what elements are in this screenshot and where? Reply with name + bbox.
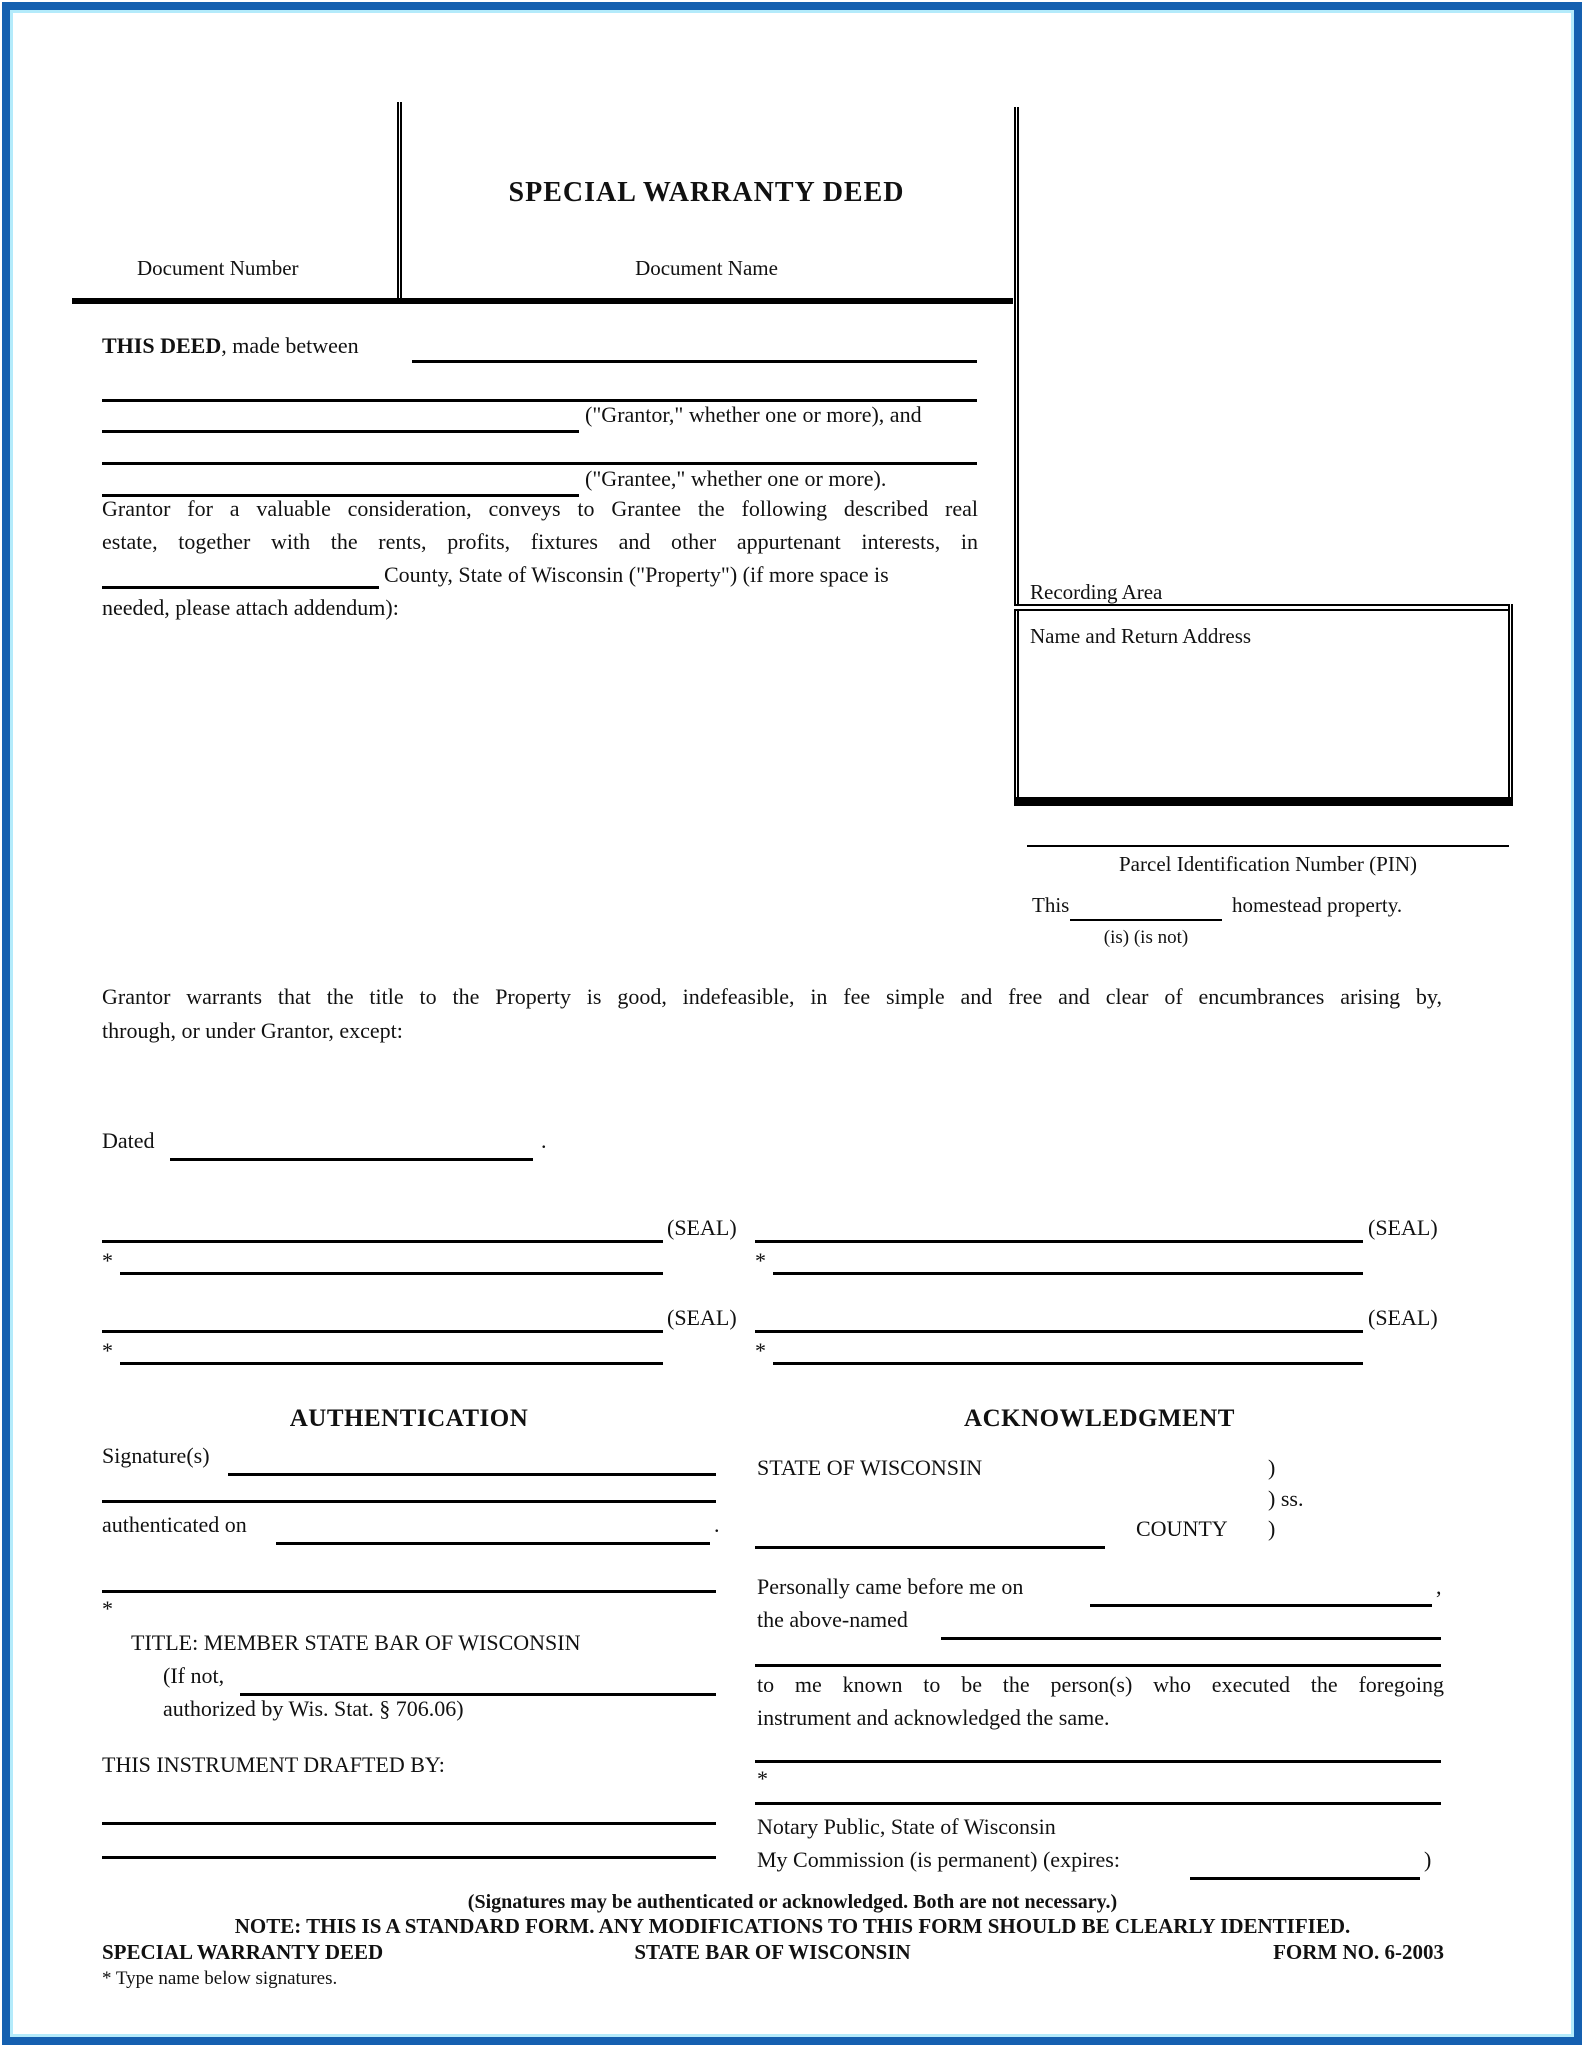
grantee-name-field-2[interactable] <box>102 466 579 497</box>
authenticated-on-date-field[interactable] <box>276 1514 710 1545</box>
authenticated-on-period: . <box>714 1512 720 1537</box>
grantor-name-field-3[interactable] <box>102 402 579 433</box>
pin-field[interactable] <box>1027 821 1509 847</box>
seal-label-4: (SEAL) <box>1368 1305 1438 1330</box>
footer-form-number: FORM NO. 6-2003 <box>1273 1940 1444 1964</box>
seal-label-1: (SEAL) <box>667 1215 737 1240</box>
authenticated-on-label: authenticated on <box>102 1512 247 1537</box>
known-line-1: to me known to be the person(s) who executed the foregoing <box>757 1672 1444 1697</box>
asterisk-notary: * <box>757 1766 768 1791</box>
grantor-typed-name-3-field[interactable] <box>120 1334 663 1365</box>
if-not-prefix: (If not, <box>163 1663 225 1688</box>
pin-label: Parcel Identification Number (PIN) <box>1119 852 1417 876</box>
document-name-label: Document Name <box>635 256 778 280</box>
asterisk-sig-4: * <box>755 1338 766 1363</box>
page-title: SPECIAL WARRANTY DEED <box>508 177 905 208</box>
homestead-suffix: homestead property. <box>1232 893 1403 917</box>
grantor-name-field-1[interactable] <box>412 332 977 363</box>
notary-signature-field[interactable] <box>755 1732 1441 1763</box>
document-number-label: Document Number <box>137 256 299 280</box>
acknowledgment-county-field[interactable] <box>755 1518 1105 1549</box>
notary-public-label: Notary Public, State of Wisconsin <box>757 1814 1056 1839</box>
recording-box-top-border <box>1014 604 1513 611</box>
conveyance-line-3: County, State of Wisconsin ("Property") (if more space is <box>384 562 889 587</box>
authenticating-officer-field[interactable] <box>102 1562 716 1593</box>
grantor-signature-3-field[interactable] <box>102 1302 663 1333</box>
recording-box-right-border <box>1508 604 1513 800</box>
deed-intro-rest: , made between <box>221 333 359 358</box>
personally-came-label: Personally came before me on <box>757 1574 1024 1599</box>
above-named-label: the above-named <box>757 1607 908 1632</box>
grantor-typed-name-1-field[interactable] <box>120 1244 663 1275</box>
asterisk-sig-3: * <box>102 1338 113 1363</box>
personally-comma: , <box>1436 1574 1442 1599</box>
name-return-address-box[interactable] <box>1020 650 1505 790</box>
footer-org: STATE BAR OF WISCONSIN <box>634 1940 911 1964</box>
dated-label: Dated <box>102 1128 155 1153</box>
grantee-caption: ("Grantee," whether one or more). <box>585 466 887 491</box>
title-member-line: TITLE: MEMBER STATE BAR OF WISCONSIN <box>131 1630 581 1655</box>
seal-label-2: (SEAL) <box>1368 1215 1438 1240</box>
asterisk-sig-1: * <box>102 1248 113 1273</box>
footer-note-1: (Signatures may be authenticated or acknowledged. Both are not necessary.) <box>467 1891 1118 1913</box>
above-named-field-2[interactable] <box>755 1636 1441 1667</box>
commission-label: My Commission (is permanent) (expires: <box>757 1847 1120 1872</box>
county-paren: ) <box>1268 1516 1276 1541</box>
dated-period: . <box>541 1128 547 1153</box>
asterisk-sig-2: * <box>755 1248 766 1273</box>
signatures-label: Signature(s) <box>102 1443 210 1468</box>
asterisk-officer: * <box>102 1596 113 1621</box>
county-label: COUNTY <box>1136 1516 1228 1541</box>
drafted-by-field-2[interactable] <box>102 1828 716 1859</box>
warranty-line-1: Grantor warrants that the title to the Property is good, indefeasible, in fee simple and free and clear of encumbrances arising by, <box>102 984 1442 1009</box>
grantee-name-field-1[interactable] <box>102 434 977 465</box>
conveyance-line-2: estate, together with the rents, profits, fixtures and other appurtenant interests, in <box>102 529 978 554</box>
recording-box-bottom-border <box>1014 797 1513 806</box>
deed-intro-line <box>102 333 359 359</box>
authenticated-signatures-field-2[interactable] <box>102 1472 716 1503</box>
legal-description-area[interactable] <box>102 640 977 920</box>
document-number-area[interactable] <box>80 108 380 288</box>
footer-note-2: NOTE: THIS IS A STANDARD FORM. ANY MODIFICATIONS TO THIS FORM SHOULD BE CLEARLY IDENTIFIED. <box>234 1914 1351 1938</box>
name-return-address-label: Name and Return Address <box>1030 624 1252 648</box>
footer-type-note: * Type name below signatures. <box>102 1968 338 1989</box>
homestead-is-field[interactable] <box>1070 895 1222 921</box>
notary-typed-name-field[interactable] <box>755 1774 1441 1805</box>
seal-label-3: (SEAL) <box>667 1305 737 1330</box>
homestead-prefix: This <box>1032 893 1070 917</box>
homestead-hint: (is) (is not) <box>1103 927 1189 948</box>
conveyance-line-1: Grantor for a valuable consideration, conveys to Grantee the following described real <box>102 496 978 521</box>
recording-area-label: Recording Area <box>1030 580 1163 604</box>
conveyance-line-4: needed, please attach addendum): <box>102 595 399 620</box>
authentication-heading: AUTHENTICATION <box>289 1405 529 1432</box>
state-paren: ) <box>1268 1455 1276 1480</box>
acknowledgment-date-field[interactable] <box>1090 1576 1432 1607</box>
exceptions-area[interactable] <box>102 1055 1442 1115</box>
grantor-signature-2-field[interactable] <box>755 1212 1363 1243</box>
ss-label: ) ss. <box>1268 1486 1304 1511</box>
footer-doc-type: SPECIAL WARRANTY DEED <box>102 1940 384 1964</box>
state-of-wisconsin-label: STATE OF WISCONSIN <box>757 1455 983 1480</box>
if-not-authorized-field[interactable] <box>240 1665 716 1696</box>
authorized-line: authorized by Wis. Stat. § 706.06) <box>163 1696 464 1721</box>
recording-left-divider <box>1014 107 1019 806</box>
grantor-typed-name-2-field[interactable] <box>773 1244 1363 1275</box>
grantor-signature-4-field[interactable] <box>755 1302 1363 1333</box>
grantor-signature-1-field[interactable] <box>102 1212 663 1243</box>
warranty-line-2: through, or under Grantor, except: <box>102 1018 403 1043</box>
county-field[interactable] <box>102 558 379 589</box>
drafted-by-field-1[interactable] <box>102 1794 716 1825</box>
acknowledgment-heading: ACKNOWLEDGMENT <box>964 1405 1235 1432</box>
dated-field[interactable] <box>170 1130 533 1161</box>
commission-expires-field[interactable] <box>1190 1849 1420 1880</box>
drafted-by-label: THIS INSTRUMENT DRAFTED BY: <box>102 1752 445 1777</box>
header-thick-rule <box>72 298 1013 304</box>
grantor-caption: ("Grantor," whether one or more), and <box>585 402 922 427</box>
commission-close-paren: ) <box>1424 1847 1432 1872</box>
deed-intro-bold: THIS DEED <box>102 333 222 358</box>
grantor-typed-name-4-field[interactable] <box>773 1334 1363 1365</box>
grantor-name-field-2[interactable] <box>102 371 977 402</box>
known-line-2: instrument and acknowledged the same. <box>757 1705 1110 1730</box>
